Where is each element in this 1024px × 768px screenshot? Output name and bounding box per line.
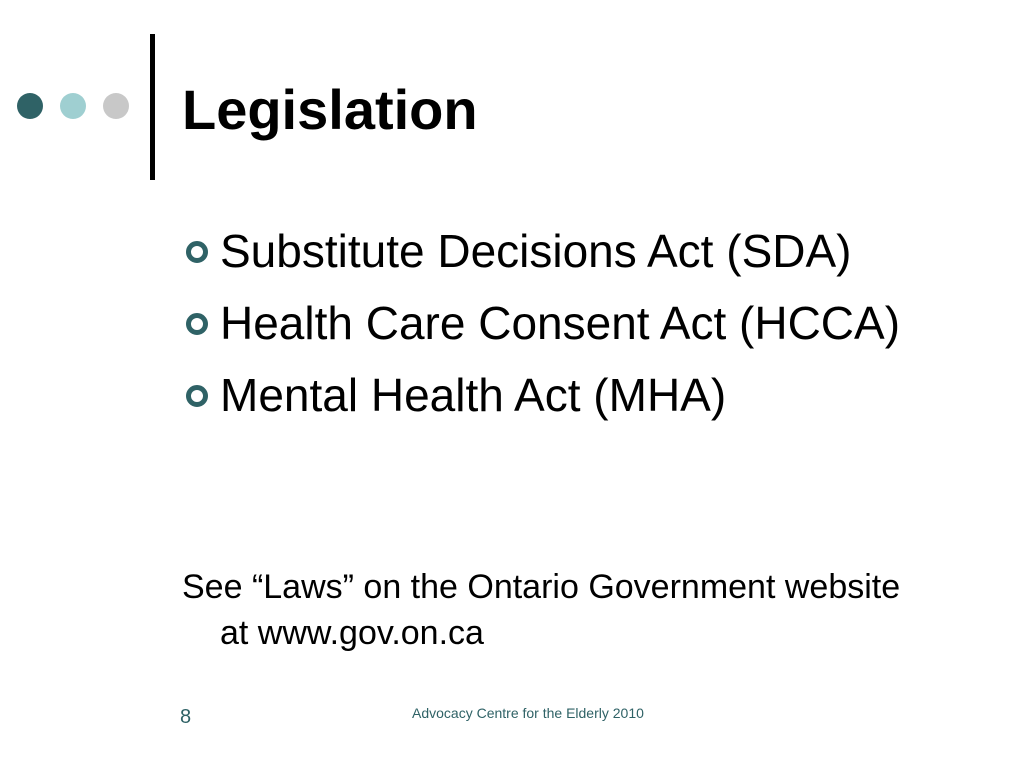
slide-number: 8 (180, 706, 192, 728)
ring-bullet-icon (186, 241, 208, 263)
bullet-list (182, 222, 982, 438)
ring-bullet-icon (186, 313, 208, 335)
laws-note: See “Laws” on the Ontario Government website at www.gov.on.ca (182, 568, 901, 652)
slide-footer: Advocacy Centre for the Elderly 2010 (412, 705, 644, 721)
decorative-dot-dark (17, 93, 43, 119)
bullet-text: Substitute Decisions Act (SDA) (220, 225, 852, 277)
decorative-dot-light (60, 93, 86, 119)
bullet-text: Mental Health Act (MHA) (220, 369, 727, 421)
decorative-dot-gray (103, 93, 129, 119)
bullet-item-mha (182, 366, 982, 424)
bullet-item-sda (182, 222, 982, 280)
bullet-text: Health Care Consent Act (HCCA) (220, 297, 901, 349)
ring-bullet-icon (186, 385, 208, 407)
bullet-item-hcca (182, 294, 982, 352)
title-divider (150, 34, 155, 180)
slide-title: Legislation (182, 78, 478, 141)
